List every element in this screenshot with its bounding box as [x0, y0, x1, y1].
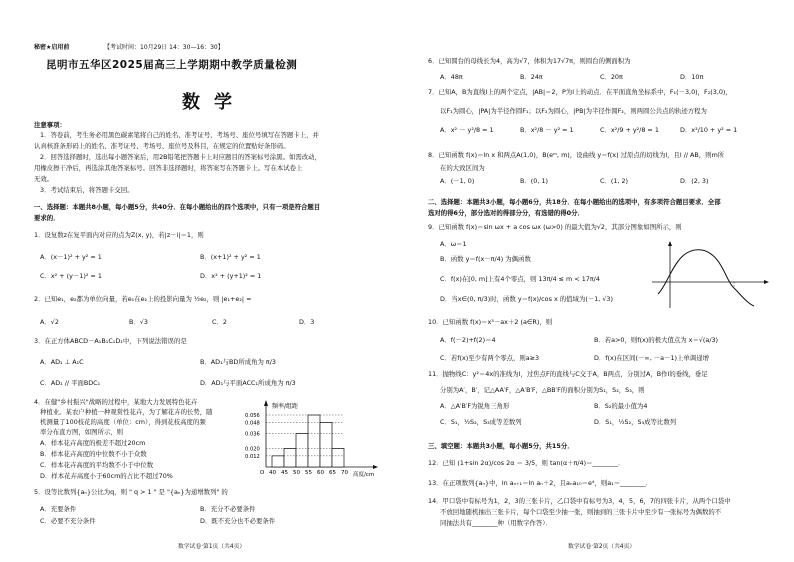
histogram-bar [320, 422, 332, 467]
notice-line: 用橡皮擦干净后，再选涂其他答案标号。回答非选择题时，将答案写在答题卡上。写在本试卷上 [34, 164, 303, 172]
y-tick-label: 0.012 [245, 453, 260, 460]
option-a: A．48π [440, 73, 463, 81]
histogram-bar [284, 448, 296, 467]
question-11-line: 11．抛物线C：y²＝4x的准线为l，过焦点F的直线与C交于A，B两点，分别过A，B作l的垂线，垂足 [428, 370, 708, 378]
option-c: C．AD₁ // 平面BDC₁ [40, 379, 101, 387]
question-13: 13．在正项数列{aₙ}中，ln aₙ₊₁＝ln aₙ＋2，且aₙa₁₀＝e⁴，则a₁＝________． [428, 479, 653, 487]
subject-title: 数学 [182, 92, 246, 113]
x-tick-label: 65 [329, 470, 336, 476]
page-footer: 数学试卷·第2页（共4页） [568, 544, 636, 550]
option-b: B．AD₁与BD所成角为 π/3 [200, 358, 276, 366]
notice-line: 2．回答选择题时，选出每小题答案后，用2B铅笔把答题卡上对应题目的答案标号涂黑。如需改动， [40, 153, 321, 161]
option-d: D．f(x)在区间(－∞, －a－1)上单调递增 [594, 354, 709, 362]
exam-time: 【考试时间：10月29日 14：30—16：30】 [104, 44, 224, 51]
question-14-line: 14．甲口袋中有标号为1，2，3的三张卡片，乙口袋中有标号为3，4，5，6，7的四张卡片，从两个口袋中 [428, 497, 731, 505]
notice-line: 1．答卷前，考生务必用黑色碳素笔将自己的姓名、准考证号、考场号、座位号填写在答题卡上，并 [40, 131, 319, 139]
notice-title: 注意事项： [34, 121, 66, 129]
option-a: A．充要条件 [40, 505, 77, 513]
question-8-line: 在的大致区间为 [440, 164, 485, 172]
section-heading: 三、填空题：本题共3小题，每小题5分，共15分． [428, 442, 574, 450]
option-b: B．样本花卉高度的中位数不小于众数 [40, 450, 147, 458]
option-a: A．样本花卉高度的极差不超过20cm [40, 439, 146, 447]
option-b: B．(0, 1) [520, 177, 548, 185]
notice-line: 认真核准条形码上的姓名、准考证号、考场号、座位号及科目，在规定的位置贴好条形码。 [34, 142, 290, 150]
section-heading: 二、选择题：本题共3小题，每小题6分，共18分．在每小题给出的选项中，有多项符合题目要求．全部 [428, 198, 721, 206]
option-a: A．√2 [40, 318, 59, 326]
option-d: D．当x∈(0, π/3)时，函数 y＝f(x)/cos x 的值域为(－1, √3) [440, 295, 613, 303]
question-4-line: 机测量了100枝花的高度（单位：cm），得到花枝高度的频 [40, 418, 206, 426]
question-12: 12．已知 (1+sin 2α)/cos 2α ＝ 3/5，则 tan(α＋π/4)＝________． [428, 459, 625, 467]
y-axis-label: 频率/组距 [272, 403, 299, 410]
option-b: B．若a>0，则f(x)的极大值点为 x＝√(a/3) [594, 336, 719, 344]
option-c: C．20π [600, 73, 623, 81]
histogram-bar [272, 456, 284, 467]
option-c: C．2 [212, 318, 227, 326]
x-tick-label: 60 [317, 470, 324, 476]
function-curve [658, 250, 754, 306]
option-c: C．x²/9 + y²/8 = 1 [600, 126, 659, 134]
section-heading: 要求的． [34, 214, 60, 222]
question-11-line: 分别为A′，B′，记△AA′F，△A′B′F，△BB′F的面积分别为S₁，S₂，S₃，则 [440, 386, 645, 394]
sine-graph [650, 240, 770, 310]
option-d: D．既不充分也不必要条件 [200, 517, 276, 525]
question-4-line: 率分布直方图，如图所示，则 [40, 428, 124, 436]
histogram-bar [308, 415, 320, 467]
histogram-bar [332, 448, 344, 467]
x-tick-label: 45 [281, 470, 288, 476]
question-14-line: 不放回地随机抽出三张卡片，每个口袋至少抽一张，则抽到的三张卡片中至少有一张标号为偶数的不 [440, 508, 722, 516]
y-axis-arrow [668, 241, 672, 246]
y-tick-label: 0.036 [245, 431, 260, 438]
option-d: D．x² + (y+1)² = 1 [200, 272, 262, 280]
question-4-line: 4．在健"乡村振兴"战略的过程中，某地大力发展特色花卉 [34, 398, 198, 406]
page-footer: 数学试卷·第1页（共4页） [178, 544, 246, 550]
option-b: B．(x+1)² + y² = 1 [200, 253, 261, 261]
question-3-stem: 3．在正方体ABCD－A₁B₁C₁D₁中，下列说法错误的是 [34, 337, 187, 345]
question-6-stem: 6．已知圆台的母线长为4，高为√7，体积为17√7π，则圆台的侧面积为 [428, 57, 631, 65]
section-heading: 一、选择题：本题共8小题，每小题5分，共40分．在每小题给出的四个选项中，只有一项是符合题目 [34, 203, 321, 211]
x-tick-label: 55 [305, 470, 312, 476]
question-8-line: 8．已知函数 f(x)＝ln x 和两点A(1,0)，B(eᵐ, m)，设曲线 y＝f(x) 过原点的切线为l，且l // AB，则m所 [428, 151, 725, 159]
option-d: D．10π [680, 73, 704, 81]
notice-line: 3．考试结束后，将答题卡交回。 [40, 186, 134, 194]
y-tick-label: 0.056 [245, 413, 260, 419]
option-c: C．必要不充分条件 [40, 517, 96, 525]
histogram-bar [296, 434, 308, 467]
option-c: C．f(x)在[0, m]上有4个零点，则 13π/4 ≤ m < 17π/4 [440, 275, 600, 283]
option-d: D．3 [299, 318, 315, 326]
option-a: A．ω＝1 [440, 240, 467, 248]
option-c: C．x² + (y－1)² = 1 [40, 272, 102, 280]
option-d: D．x²/10 + y² = 1 [680, 126, 738, 134]
question-5-stem: 5．设等比数列{aₙ}公比为q，则 " q > 1 " 是 "{aₙ}为递增数列" 的 [34, 488, 228, 496]
option-d: D．(2, 3) [680, 177, 709, 185]
option-d: D．S₁，½S₂，S₃成等比数列 [594, 418, 677, 426]
exam-title: 昆明市五华区2025届高三上学期期中教学质量检测 [46, 59, 298, 71]
frequency-histogram [228, 397, 378, 477]
section-heading: 选对的得6分，部分选对的得部分分，有选错的得0分． [428, 209, 584, 217]
option-a: A．x² － y²/8 = 1 [440, 126, 494, 134]
option-b: B．S₂的最小值为4 [594, 402, 648, 410]
option-c: C．S₁，½S₂，S₃成等差数列 [440, 418, 522, 426]
option-b: B．24π [520, 73, 543, 81]
option-b: B．√3 [129, 318, 148, 326]
option-b: B．充分不必要条件 [200, 505, 256, 513]
secret-label: 秘密★启用前 [34, 44, 70, 51]
x-axis-arrow [373, 465, 378, 469]
x-tick-label: 70 [341, 470, 348, 476]
option-d: D．样本花卉高度小于60cm的占比不超过70% [40, 472, 173, 480]
question-7-line: 7．已知A，B为直线l上的两个定点，|AB|＝2，P为l上的动点．在平面直角坐标系中，F₁(－3,0)，F₂(3,0)， [428, 88, 732, 96]
option-a: A．(－1, 0) [440, 177, 475, 185]
y-tick-label: 0.048 [245, 420, 260, 427]
option-c: C．样本花卉高度的平均数不小于中位数 [40, 461, 154, 469]
question-14-line: 同抽法共有________种（用数字作答）． [440, 519, 552, 527]
option-c: C．若f(x)至少有两个零点，则a≥3 [440, 354, 540, 362]
option-a: A．(x－1)² + y² = 1 [40, 253, 102, 261]
option-a: A．AD₁ ⊥ A₁C [40, 358, 84, 366]
origin-label: O [260, 470, 265, 476]
option-b: B．x²/8 － y² = 1 [520, 126, 574, 134]
notice-line: 无效。 [34, 175, 54, 183]
option-a: A．f(－2)+f(2)＝4 [440, 336, 496, 344]
question-10-stem: 10．已知函数 f(x)＝x³－ax＋2 (a∈R)，则 [428, 318, 553, 326]
page-2 [400, 0, 794, 562]
option-b: B．函数 y＝f(x－π/4) 为偶函数 [440, 255, 531, 263]
question-1-stem: 1．设复数z在复平面内对应的点为Z(x, y)，若|z－i|＝1，则 [34, 231, 204, 239]
x-axis-arrow [764, 280, 769, 284]
y-axis-arrow [264, 400, 268, 406]
option-d: D．AD₁与平面ACC₁所成角为 π/3 [200, 379, 296, 387]
question-7-line: 以F₁为圆心，|PA|为半径作圆F₁；以F₂为圆心，|PB|为半径作圆F₂，则两圆公共点的轨迹方程为 [440, 107, 707, 115]
question-9-stem: 9．已知函数 f(x)＝sin ωx + a cos ωx (ω>0) 的最大值为√2，其部分图象如图所示，则 [428, 223, 682, 231]
option-c: C．(1, 2) [600, 177, 629, 185]
y-tick-label: 0.020 [245, 446, 260, 453]
x-tick-label: 50 [293, 470, 300, 476]
x-axis-label: 高度/cm [353, 472, 375, 477]
question-4-line: 种植业。某农户种植一种观赏性花卉，为了解花卉的长势，随 [40, 408, 213, 416]
question-2-stem: 2．已知e₁，e₂都为单位向量，若e₁在e₂上的投影向量为 ½e₂，则 |e₁+e₂| = [34, 295, 252, 303]
option-a: A．△A′B′F为锐角三角形 [440, 402, 510, 410]
x-tick-label: 40 [269, 470, 276, 476]
